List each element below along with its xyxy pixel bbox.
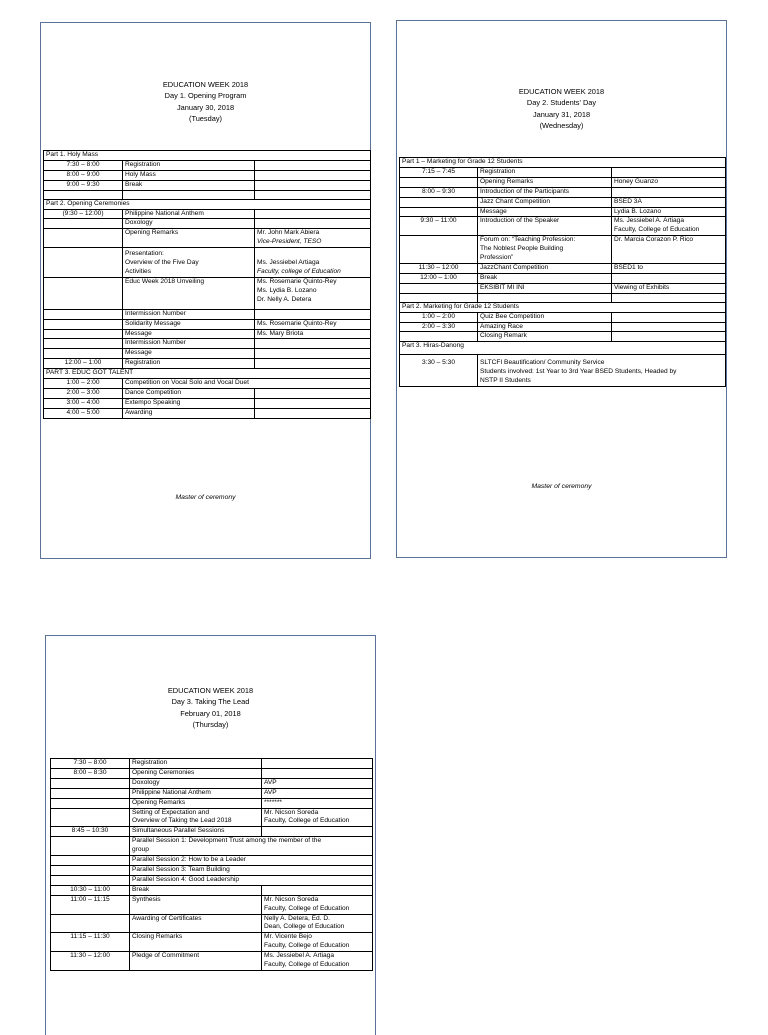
day2-weekday: (Wednesday) xyxy=(539,121,584,131)
section-heading: Part 1. Holy Mass xyxy=(44,151,371,161)
table-row: 7:30 – 8:00 Registration xyxy=(51,759,373,769)
table-row: Parallel Session 1: Development Trust among the member of the group xyxy=(51,837,373,856)
table-row: 8:00 – 9:00 Holy Mass xyxy=(44,170,371,180)
table-row: 7:30 – 8:00 Registration xyxy=(44,160,371,170)
table-row: 8:00 – 9:30 Introduction of the Participants xyxy=(400,187,726,197)
table-row: Forum on: “Teaching Profession: The Noblest People Building Profession” Dr. Marcia Corazon P. Rico xyxy=(400,236,726,264)
table-row: Opening Remarks ******* xyxy=(51,798,373,808)
table-row: 11:30 – 12:00 Pledge of Commitment Ms. Jessiebel A. Artiaga Faculty, College of Education xyxy=(51,952,373,971)
table-row: Setting of Expectation and Overview of Taking the Lead 2018 Mr. Nicson Soreda Faculty, College of Education xyxy=(51,808,373,827)
table-row: Educ Week 2018 Unveiling Ms. Rosemarie Quinto-Rey Ms. Lydia B. Lozano Dr. Nelly A. Detera xyxy=(44,277,371,309)
day3-subtitle: Day 3. Taking The Lead xyxy=(171,697,250,707)
table-row: Message Lydia B. Lozano xyxy=(400,207,726,217)
table-row: 4:00 – 5:00 Awarding xyxy=(44,408,371,418)
table-row: (9:30 – 12:00) Philippine National Anthem xyxy=(44,209,371,219)
table-row: Presentation: Overview of the Five Day Activities Ms. Jessiebel Artiaga Faculty, college of Education xyxy=(44,248,371,278)
table-row: Awarding of Certificates Nelly A. Detera, Ed. D. Dean, College of Education xyxy=(51,914,373,933)
section-heading: PART 3. EDUC GOT TALENT xyxy=(44,369,371,379)
table-row: 1:00 – 2:00 Competition on Vocal Solo and Vocal Duet xyxy=(44,379,371,389)
section-heading: Part 1 – Marketing for Grade 12 Students xyxy=(400,158,726,168)
table-row: 10:30 – 11:00 Break xyxy=(51,885,373,895)
table-row: Opening Remarks Mr. John Mark Abiera Vice-President, TESO xyxy=(44,229,371,248)
table-row: Doxology xyxy=(44,219,371,229)
day2-title: EDUCATION WEEK 2018 xyxy=(518,87,605,96)
day2-subtitle: Day 2. Students' Day xyxy=(526,98,597,108)
page-day2 xyxy=(396,20,727,558)
day3-schedule-table xyxy=(50,758,373,971)
page-day1 xyxy=(40,22,371,559)
table-row: 2:00 – 3:00 Dance Competition xyxy=(44,388,371,398)
table-row: Philippine National Anthem AVP xyxy=(51,788,373,798)
table-row: Intermission Number xyxy=(44,309,371,319)
section-heading: Part 3. Hiras-Danong xyxy=(400,342,726,355)
table-row xyxy=(44,190,371,199)
table-row: 12:00 – 1:00 Break xyxy=(400,273,726,283)
day3-weekday: (Thursday) xyxy=(192,720,229,730)
table-row: Message Ms. Mary Briota xyxy=(44,329,371,339)
table-row: 8:45 – 10:30 Simultaneous Parallel Sessions xyxy=(51,827,373,837)
table-row: EKSIBIT MI INI Viewing of Exhibits xyxy=(400,283,726,293)
table-row: 9:30 – 11:00 Introduction of the Speaker Ms. Jessiebel A. Artiaga Faculty, College of Education xyxy=(400,217,726,236)
table-row: Parallel Session 4: Good Leadership xyxy=(51,875,373,885)
table-row xyxy=(400,293,726,302)
table-row: 2:00 – 3:30 Amazing Race xyxy=(400,322,726,332)
table-row: Opening Remarks Honey Guanzo xyxy=(400,177,726,187)
table-row: Intermission Number xyxy=(44,339,371,349)
day2-header xyxy=(397,86,726,132)
table-row: 3:30 – 5:30 SLTCFI Beautification/ Community Service Students involved: 1st Year to 3rd Year BSED Students, Headed by NSTP II Students xyxy=(400,355,726,387)
table-row: 7:15 – 7:45 Registration xyxy=(400,167,726,177)
section-heading: Part 2. Opening Ceremonies xyxy=(44,199,371,209)
table-row: 11:00 – 11:15 Synthesis Mr. Nicson Soreda Faculty, College of Education xyxy=(51,895,373,914)
table-row: 1:00 – 2:00 Quiz Bee Competition xyxy=(400,312,726,322)
day2-date: January 31, 2018 xyxy=(532,109,591,119)
day1-weekday: (Tuesday) xyxy=(189,114,222,124)
table-row: Closing Remark xyxy=(400,332,726,342)
page-day3 xyxy=(45,635,376,1035)
table-row: Solidarity Message Ms. Rosemarie Quinto-Rey xyxy=(44,319,371,329)
table-row: Parallel Session 2: How to be a Leader xyxy=(51,856,373,866)
day1-master-of-ceremony: Master of ceremony xyxy=(175,494,236,501)
table-row: Message xyxy=(44,349,371,359)
day3-title: EDUCATION WEEK 2018 xyxy=(167,686,254,695)
day1-subtitle: Day 1. Opening Program xyxy=(164,91,247,101)
day2-schedule-table xyxy=(399,157,726,387)
section-heading: Part 2. Marketing for Grade 12 Students xyxy=(400,302,726,312)
table-row: 12:00 – 1:00 Registration xyxy=(44,359,371,369)
day1-date: January 30, 2018 xyxy=(176,102,235,112)
day2-master-of-ceremony: Master of ceremony xyxy=(531,483,592,490)
table-row: 11:15 – 11:30 Closing Remarks Mr. Vicente Bejo Faculty, College of Education xyxy=(51,933,373,952)
table-row: 3:00 – 4:00 Extempo Speaking xyxy=(44,398,371,408)
day3-header xyxy=(46,685,375,731)
table-row: 11:30 – 12:00 JazzChant Competition BSED1 to xyxy=(400,263,726,273)
table-row: Doxology AVP xyxy=(51,778,373,788)
day3-date: February 01, 2018 xyxy=(180,708,241,718)
day1-schedule-table xyxy=(43,150,371,419)
table-row: Parallel Session 3: Team Building xyxy=(51,865,373,875)
day1-title: EDUCATION WEEK 2018 xyxy=(162,80,249,89)
day1-header xyxy=(41,79,370,125)
table-row: 8:00 – 8:30 Opening Ceremonies xyxy=(51,768,373,778)
table-row: Jazz Chant Competition BSED 3A xyxy=(400,197,726,207)
table-row: 9:00 – 9:30 Break xyxy=(44,180,371,190)
